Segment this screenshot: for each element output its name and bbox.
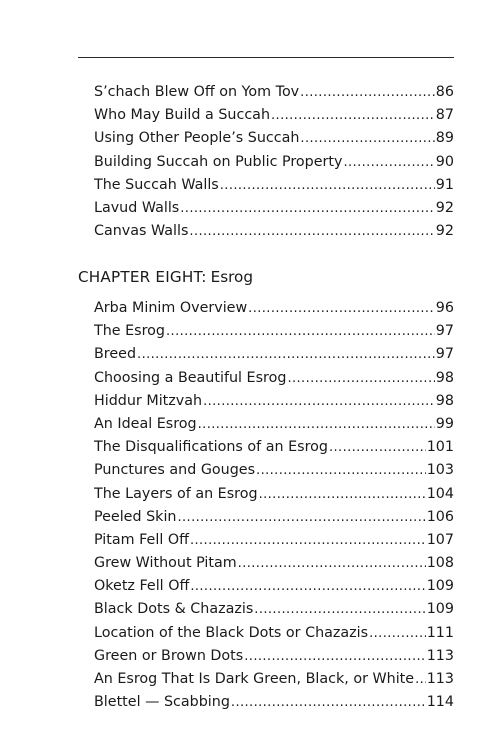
- toc-entry-title: Peeled Skin: [94, 508, 177, 525]
- toc-entry-title: Black Dots & Chazazis: [94, 601, 254, 618]
- dot-leader: [300, 127, 434, 150]
- toc-entry[interactable]: [94, 436, 454, 459]
- toc-entry-page: 98: [435, 369, 454, 386]
- toc-list-previous-chapter: [94, 81, 454, 243]
- dot-leader: [189, 220, 434, 243]
- dot-leader: [343, 151, 434, 174]
- toc-entry-page: 90: [435, 153, 454, 170]
- toc-entry-title: Breed: [94, 346, 137, 363]
- toc-entry-page: 92: [435, 199, 454, 216]
- toc-entry[interactable]: [94, 174, 454, 197]
- toc-entry[interactable]: [94, 320, 454, 343]
- dot-leader: [220, 174, 435, 197]
- toc-entry-page: 103: [426, 462, 454, 479]
- dot-leader: [300, 81, 435, 104]
- toc-entry-title: Grew Without Pitam: [94, 555, 237, 572]
- toc-entry[interactable]: [94, 506, 454, 529]
- dot-leader: [415, 668, 426, 691]
- toc-entry-title: The Esrog: [94, 323, 166, 340]
- toc-entry-title: The Succah Walls: [94, 176, 219, 193]
- toc-entry-title: Punctures and Gouges: [94, 462, 256, 479]
- toc-entry-title: S’chach Blew Off on Yom Tov: [94, 84, 300, 100]
- dot-leader: [256, 459, 426, 482]
- dot-leader: [180, 197, 435, 220]
- toc-entry[interactable]: [94, 622, 454, 645]
- dot-leader: [137, 343, 435, 366]
- toc-entry-page: 91: [435, 176, 454, 193]
- toc-entry-title: Canvas Walls: [94, 223, 189, 240]
- toc-entry-page: 89: [435, 130, 454, 147]
- toc-entry-title: Location of the Black Dots or Chazazis: [94, 624, 369, 641]
- dot-leader: [166, 320, 435, 343]
- dot-leader: [203, 390, 435, 413]
- toc-entry-page: 107: [426, 531, 454, 548]
- toc-list-chapter-eight: [94, 297, 454, 714]
- toc-entry-title: An Ideal Esrog: [94, 415, 197, 432]
- dot-leader: [271, 104, 435, 127]
- toc-entry-title: Blettel — Scabbing: [94, 694, 230, 711]
- toc-entry-title: Oketz Fell Off: [94, 578, 190, 595]
- toc-entry[interactable]: [94, 151, 454, 174]
- dot-leader: [254, 598, 425, 621]
- toc-entry-title: Lavud Walls: [94, 199, 180, 216]
- toc-entry-page: 101: [426, 439, 454, 456]
- toc-entry-page: 106: [426, 508, 454, 525]
- toc-entry-title: Who May Build a Succah: [94, 107, 271, 124]
- top-rule: [78, 57, 454, 58]
- toc-entry[interactable]: [94, 297, 454, 320]
- toc-entry[interactable]: [94, 575, 454, 598]
- toc-entry[interactable]: [94, 691, 454, 714]
- toc-entry-page: 97: [435, 346, 454, 363]
- toc-entry[interactable]: [94, 668, 454, 691]
- chapter-name: Esrog: [210, 268, 253, 286]
- toc-entry-page: 109: [426, 601, 454, 618]
- toc-entry-title: Choosing a Beautiful Esrog: [94, 369, 287, 386]
- dot-leader: [231, 691, 426, 714]
- toc-entry-page: 113: [426, 647, 454, 664]
- chapter-heading: [78, 267, 253, 287]
- toc-entry-page: 99: [435, 415, 454, 432]
- toc-entry[interactable]: [94, 343, 454, 366]
- toc-entry-page: 87: [435, 107, 454, 124]
- toc-entry-page: 98: [435, 392, 454, 409]
- toc-entry[interactable]: [94, 645, 454, 668]
- toc-entry[interactable]: [94, 127, 454, 150]
- dot-leader: [287, 367, 434, 390]
- dot-leader: [329, 436, 426, 459]
- toc-entry-title: Building Succah on Public Property: [94, 153, 343, 170]
- dot-leader: [238, 552, 426, 575]
- toc-entry-title: Using Other People’s Succah: [94, 130, 300, 147]
- toc-entry-page: 113: [426, 671, 454, 687]
- toc-entry-title: An Esrog That Is Dark Green, Black, or White: [94, 671, 415, 687]
- toc-entry-title: Green or Brown Dots: [94, 647, 244, 664]
- toc-entry-page: 109: [426, 578, 454, 595]
- toc-entry-page: 96: [435, 300, 454, 316]
- toc-entry[interactable]: [94, 197, 454, 220]
- dot-leader: [190, 529, 426, 552]
- toc-entry[interactable]: [94, 81, 454, 104]
- toc-entry[interactable]: [94, 529, 454, 552]
- dot-leader: [190, 575, 425, 598]
- dot-leader: [248, 297, 435, 320]
- toc-entry[interactable]: [94, 413, 454, 436]
- dot-leader: [244, 645, 425, 668]
- toc-entry-page: 92: [435, 223, 454, 240]
- toc-entry-title: Arba Minim Overview: [94, 300, 248, 316]
- toc-entry-page: 111: [426, 624, 454, 641]
- chapter-label: CHAPTER EIGHT:: [78, 268, 207, 286]
- toc-entry[interactable]: [94, 390, 454, 413]
- dot-leader: [198, 413, 435, 436]
- toc-entry-title: Hiddur Mitzvah: [94, 392, 203, 409]
- dot-leader: [177, 506, 425, 529]
- toc-entry-title: The Layers of an Esrog: [94, 485, 258, 502]
- toc-entry[interactable]: [94, 104, 454, 127]
- toc-entry[interactable]: [94, 552, 454, 575]
- toc-entry[interactable]: [94, 367, 454, 390]
- toc-entry-title: The Disqualifications of an Esrog: [94, 439, 328, 456]
- toc-entry-title: Pitam Fell Off: [94, 531, 189, 548]
- toc-entry-page: 108: [426, 555, 454, 572]
- toc-entry-page: 114: [426, 694, 454, 711]
- dot-leader: [259, 483, 426, 506]
- toc-entry[interactable]: [94, 220, 454, 243]
- toc-entry-page: 86: [435, 84, 454, 100]
- toc-entry-page: 97: [435, 323, 454, 340]
- toc-entry[interactable]: [94, 598, 454, 621]
- toc-entry[interactable]: [94, 483, 454, 506]
- toc-entry[interactable]: [94, 459, 454, 482]
- toc-entry-page: 104: [426, 485, 454, 502]
- dot-leader: [369, 622, 426, 645]
